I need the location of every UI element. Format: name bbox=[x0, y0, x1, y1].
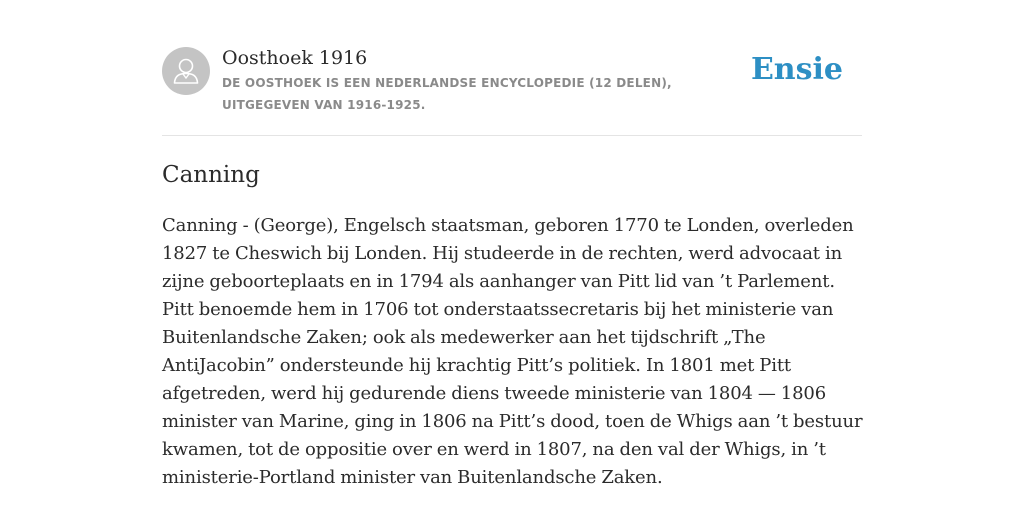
source-name[interactable]: Oosthoek 1916 bbox=[222, 47, 368, 69]
article-body: Canning - (George), Engelsch staatsman, geboren 1770 te Londen, overleden 1827 te Cheswich bij Londen. Hij studeerde in de rechten, werd advocaat in zijne geboorteplaats en in 1794 als aanhanger van Pitt lid van ’t Parlement. Pitt benoemde hem in 1706 tot onderstaatssecretaris bij het ministerie van Buitenlandsche Zaken; ook als medewerker aan het tijdschrift „The AntiJacobin” ondersteunde hij krachtig Pitt’s politiek. In 1801 met Pitt afgetreden, werd hij gedurende diens tweede ministerie van 1804 — 1806 minister van Marine, ging in 1806 na Pitt’s dood, toen de Whigs aan ’t bestuur kwamen, tot de oppositie over en werd in 1807, na den val der Whigs, in ’t ministerie-Portland minister van Buitenlandsche Zaken. bbox=[162, 215, 863, 488]
source-header bbox=[162, 46, 862, 116]
article-title: Canning bbox=[162, 162, 260, 188]
header-divider bbox=[162, 135, 862, 136]
source-description: DE OOSTHOEK IS EEN NEDERLANDSE ENCYCLOPEDIE (12 DELEN), UITGEGEVEN VAN 1916-1925. bbox=[222, 76, 672, 112]
user-icon[interactable] bbox=[162, 47, 210, 95]
ensie-logo[interactable]: Ensie bbox=[750, 52, 843, 87]
user-icon-graphic bbox=[162, 47, 210, 95]
